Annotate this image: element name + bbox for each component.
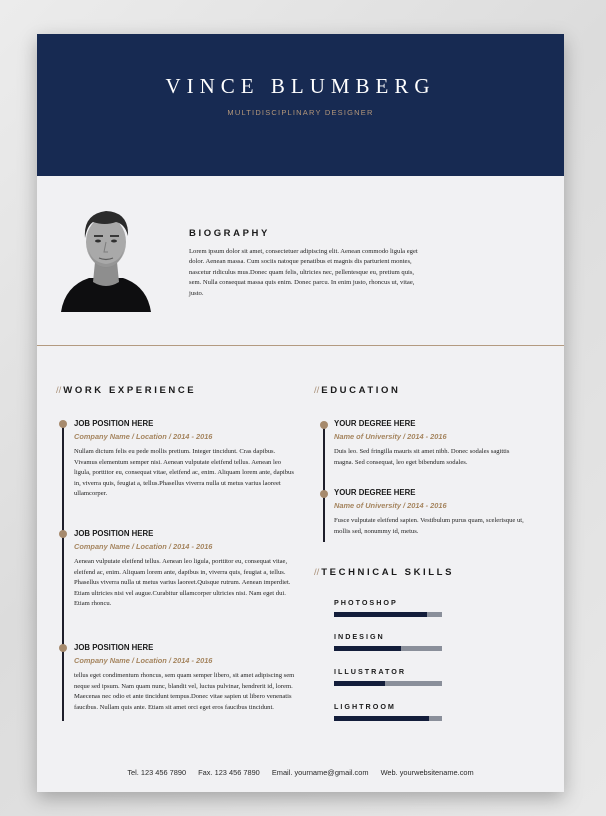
skill-label: INDESIGN	[334, 632, 385, 641]
timeline-dot	[320, 490, 328, 498]
education-heading-text: EDUCATION	[321, 385, 401, 396]
degree-description: Duis leo. Sed fringilla mauris sit amet nibh. Donec sodales sagittis magna. Sed consequat, leo eget bibendum sodales.	[334, 448, 510, 466]
heading-slash: //	[314, 567, 320, 578]
footer-email[interactable]: Email. yourname@gmail.com	[271, 768, 369, 777]
skill-bar-fill	[334, 612, 427, 617]
biography-heading: BIOGRAPHY	[189, 228, 270, 239]
skill-bar-fill	[334, 681, 385, 686]
contact-footer	[37, 768, 564, 777]
job-title: JOB POSITION HERE	[74, 419, 154, 428]
skill-bar	[334, 646, 442, 651]
skill-item	[334, 632, 442, 651]
job-description: tellus eget condimentum rhoncus, sem quam semper libero, sit amet adipiscing sem neque sed ipsum. Nam quam nunc, blandit vel, luctus pulvinar, hendrerit id, lorem. Maecenas nec odio et ante tincidunt tempus.Donec vitae sapien ut libero venenatis faucibus. Nullam quis ante. Etiam sit amet orci eget eros faucibus tincidunt.	[74, 672, 295, 711]
job-title: JOB POSITION HERE	[74, 643, 154, 652]
degree-title: YOUR DEGREE HERE	[334, 419, 416, 428]
university-name: Name of University / 2014 - 2016	[334, 432, 447, 441]
work-timeline-line	[62, 422, 64, 721]
degree-description: Fusce vulputate eleifend sapien. Vestibulum purus quam, scelerisque ut, mollis sed, nonummy id, metus.	[334, 517, 524, 535]
job-company: Company Name / Location / 2014 - 2016	[74, 656, 213, 665]
timeline-dot	[59, 530, 67, 538]
skill-bar-fill	[334, 716, 429, 721]
education-entry	[334, 419, 524, 468]
skill-bar	[334, 612, 442, 617]
heading-slash: //	[56, 385, 62, 396]
footer-fax: Fax. 123 456 7890	[198, 768, 260, 777]
timeline-dot	[59, 420, 67, 428]
job-description: Aenean vulputate eleifend tellus. Aenean leo ligula, porttitor eu, consequat vitae, eleifend ac, enim. Aliquam lorem ante, dapibus in, viverra quis, feugiat a, tellus. Phasellus viverra nulla ut metus varius laoreet.Quisque rutrum. Aenean imperdiet. Etiam ultricies nisi vel augue.Curabitur ullamcorper ultricies nisi. Nam eget dui. Etiam rhoncu.	[74, 558, 291, 607]
skill-bar	[334, 681, 442, 686]
education-entry	[334, 488, 524, 537]
job-description: Nullam dictum felis eu pede mollis pretium. Integer tincidunt. Cras dapibus. Vivamus elementum semper nisi. Aenean vulputate eleifend tellus. Aenean leo ligula, porttitor eu, consequat vitae, eleifend ac, enim. Aliquam lorem ante, dapibus in, viverra quis, feugiat a, tellus.Phasellus viverra nulla ut metus varius laoreet ullamcorper.	[74, 448, 294, 497]
education-heading	[314, 385, 400, 396]
biography-text: Lorem ipsum dolor sit amet, consectetuer adipiscing elit. Aenean commodo ligula eget dolor. Aenean massa. Cum sociis natoque penatibus et magnis dis parturient montes, nascetur ridiculus mus.Donec quam felis, ultricies nec, pellentesque eu, pretium quis, sem. Nulla consequat massa quis enim. Donec parcu. In enim justo, rhoncus ut, vitae, justo.	[189, 248, 418, 297]
work-entry	[74, 643, 297, 713]
candidate-title: MULTIDISCIPLINARY DESIGNER	[227, 108, 374, 117]
work-entry	[74, 419, 297, 500]
timeline-dot	[59, 644, 67, 652]
skill-item	[334, 667, 442, 686]
university-name: Name of University / 2014 - 2016	[334, 501, 447, 510]
skill-bar-fill	[334, 646, 401, 651]
technical-skills-heading	[314, 567, 454, 578]
resume-page	[37, 34, 564, 792]
education-timeline-line	[323, 424, 325, 542]
skill-item	[334, 702, 442, 721]
job-company: Company Name / Location / 2014 - 2016	[74, 542, 213, 551]
section-divider	[37, 345, 564, 346]
degree-title: YOUR DEGREE HERE	[334, 488, 416, 497]
skill-item	[334, 598, 442, 617]
footer-phone: Tel. 123 456 7890	[127, 768, 187, 777]
timeline-dot	[320, 421, 328, 429]
skill-bar	[334, 716, 442, 721]
skill-label: LIGHTROOM	[334, 702, 396, 711]
candidate-name: VINCE BLUMBERG	[165, 74, 436, 98]
job-company: Company Name / Location / 2014 - 2016	[74, 432, 213, 441]
technical-skills-heading-text: TECHNICAL SKILLS	[321, 567, 455, 578]
skill-label: PHOTOSHOP	[334, 598, 398, 607]
profile-photo	[61, 202, 151, 312]
skill-label: ILLUSTRATOR	[334, 667, 407, 676]
work-experience-heading	[56, 385, 196, 396]
footer-website[interactable]: Web. yourwebsitename.com	[380, 768, 474, 777]
resume-header	[37, 34, 564, 176]
job-title: JOB POSITION HERE	[74, 529, 154, 538]
work-entry	[74, 529, 297, 610]
work-experience-heading-text: WORK EXPERIENCE	[63, 385, 197, 396]
heading-slash: //	[314, 385, 320, 396]
